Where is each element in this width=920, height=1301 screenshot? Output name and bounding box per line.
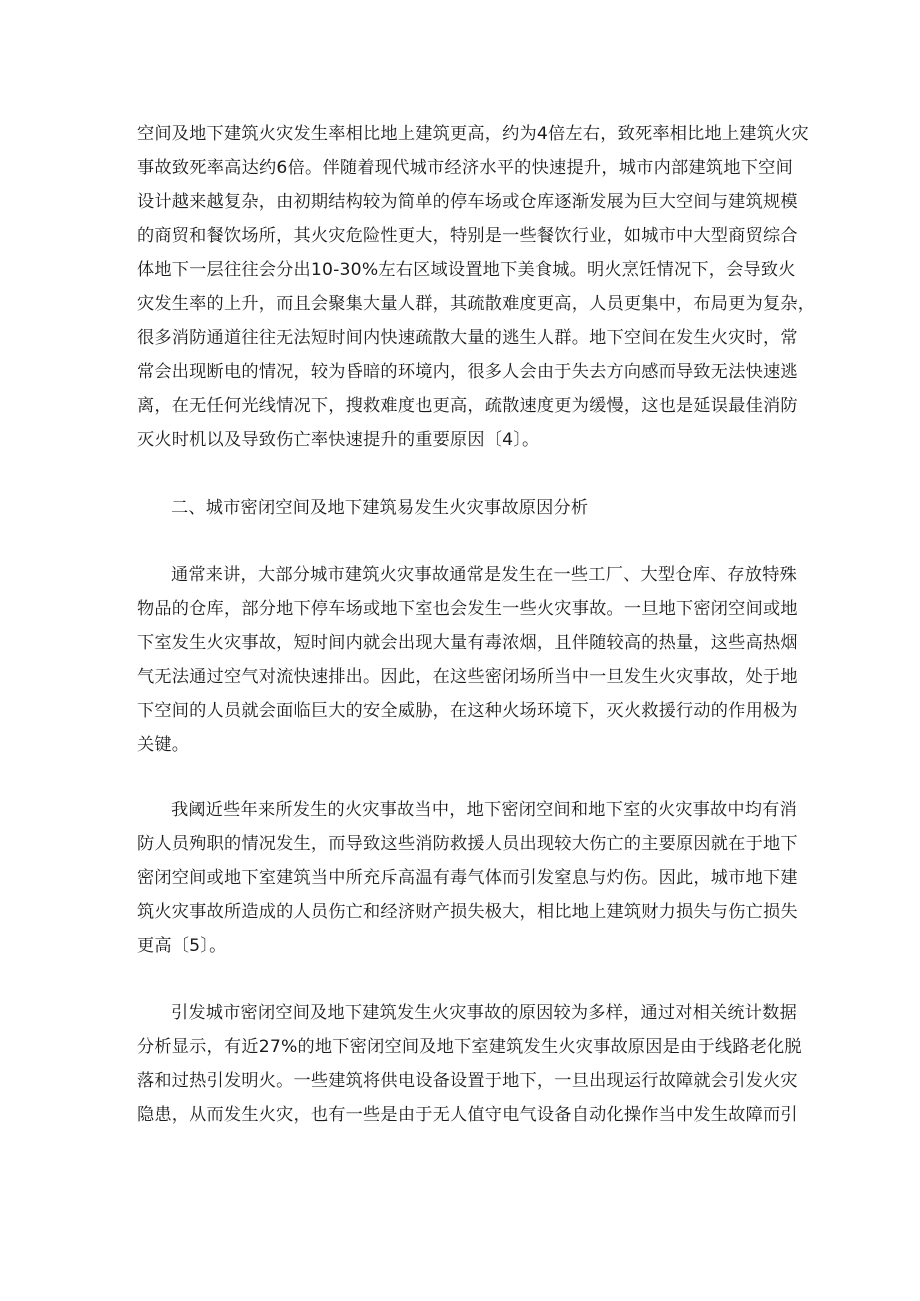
document-page xyxy=(137,117,816,1132)
paragraph-3 xyxy=(137,793,798,963)
text-line: 通常来讲，大部分城市建筑火灾事故通常是发生在一些工厂、大型仓库、存放特殊 xyxy=(171,565,797,585)
text-line: 关键。 xyxy=(137,735,190,755)
paragraph-1 xyxy=(137,117,816,457)
text-line: 筑火灾事故所造成的人员伤亡和经济财产损失极大，相比地上建筑财力损失与伤亡损失 xyxy=(137,902,798,922)
text-line: 灭火时机以及导致伤亡率快速提升的重要原因〔4〕。 xyxy=(137,430,540,450)
text-line: 设计越来越复杂，由初期结构较为简单的停车场或仓库逐渐发展为巨大空间与建筑规模 xyxy=(137,192,798,212)
text-line: 物品的仓库，部分地下停车场或地下室也会发生一些火灾事故。一旦地下密闭空间或地 xyxy=(137,599,798,619)
paragraph-2 xyxy=(137,558,798,762)
text-line: 离，在无任何光线情况下，搜救难度也更高，疏散速度更为缓慢，这也是延误最佳消防 xyxy=(137,396,798,416)
section-heading xyxy=(137,491,793,525)
text-line: 很多消防通道往往无法短时间内快速疏散大量的逃生人群。地下空间在发生火灾时，常 xyxy=(137,328,798,348)
text-line: 下空间的人员就会面临巨大的安全威胁，在这种火场环境下，灭火救援行动的作用极为 xyxy=(137,701,798,721)
text-line: 落和过热引发明火。一些建筑将供电设备设置于地下，一旦出现运行故障就会引发火灾 xyxy=(137,1071,798,1091)
paragraph-4 xyxy=(137,996,802,1132)
text-line: 体地下一层往往会分出10-30%左右区域设置地下美食城。明火烹饪情况下，会导致火 xyxy=(137,260,796,280)
text-line: 更高〔5〕。 xyxy=(137,936,227,956)
text-line: 分析显示，有近27%的地下密闭空间及地下室建筑发生火灾事故原因是由于线路老化脱 xyxy=(137,1037,802,1057)
text-line: 密闭空间或地下室建筑当中所充斥高温有毒气体而引发窒息与灼伤。因此，城市地下建 xyxy=(137,868,798,888)
text-line: 我阈近些年来所发生的火灾事故当中，地下密闭空间和地下室的火灾事故中均有消 xyxy=(171,800,797,820)
text-line: 下室发生火灾事故，短时间内就会出现大量有毒浓烟，且伴随较高的热量，这些高热烟 xyxy=(137,633,798,653)
text-line: 事故致死率高达约6倍。伴随着现代城市经济水平的快速提升，城市内部建筑地下空间 xyxy=(137,158,793,178)
text-line: 灾发生率的上升，而且会聚集大量人群，其疏散难度更高，人员更集中，布局更为复杂， xyxy=(137,294,816,314)
text-line: 气无法通过空气对流快速排出。因此，在这些密闭场所当中一旦发生火灾事故，处于地 xyxy=(137,667,798,687)
text-line: 的商贸和餐饮场所，其火灾危险性更大，特别是一些餐饮行业，如城市中大型商贸综合 xyxy=(137,226,798,246)
text-line: 隐患，从而发生火灾，也有一些是由于无人值守电气设备自动化操作当中发生故障而引 xyxy=(137,1105,798,1125)
heading-text: 二、城市密闭空间及地下建筑易发生火灾事故原因分析 xyxy=(171,498,589,518)
text-line: 空间及地下建筑火灾发生率相比地上建筑更高，约为4倍左右，致死率相比地上建筑火灾 xyxy=(137,124,809,144)
text-line: 常会出现断电的情况，较为昏暗的环境内，很多人会由于失去方向感而导致无法快速逃 xyxy=(137,362,798,382)
text-line: 防人员殉职的情况发生，而导致这些消防救援人员出现较大伤亡的主要原因就在于地下 xyxy=(137,834,798,854)
text-line: 引发城市密闭空间及地下建筑发生火灾事故的原因较为多样，通过对相关统计数据 xyxy=(171,1003,797,1023)
